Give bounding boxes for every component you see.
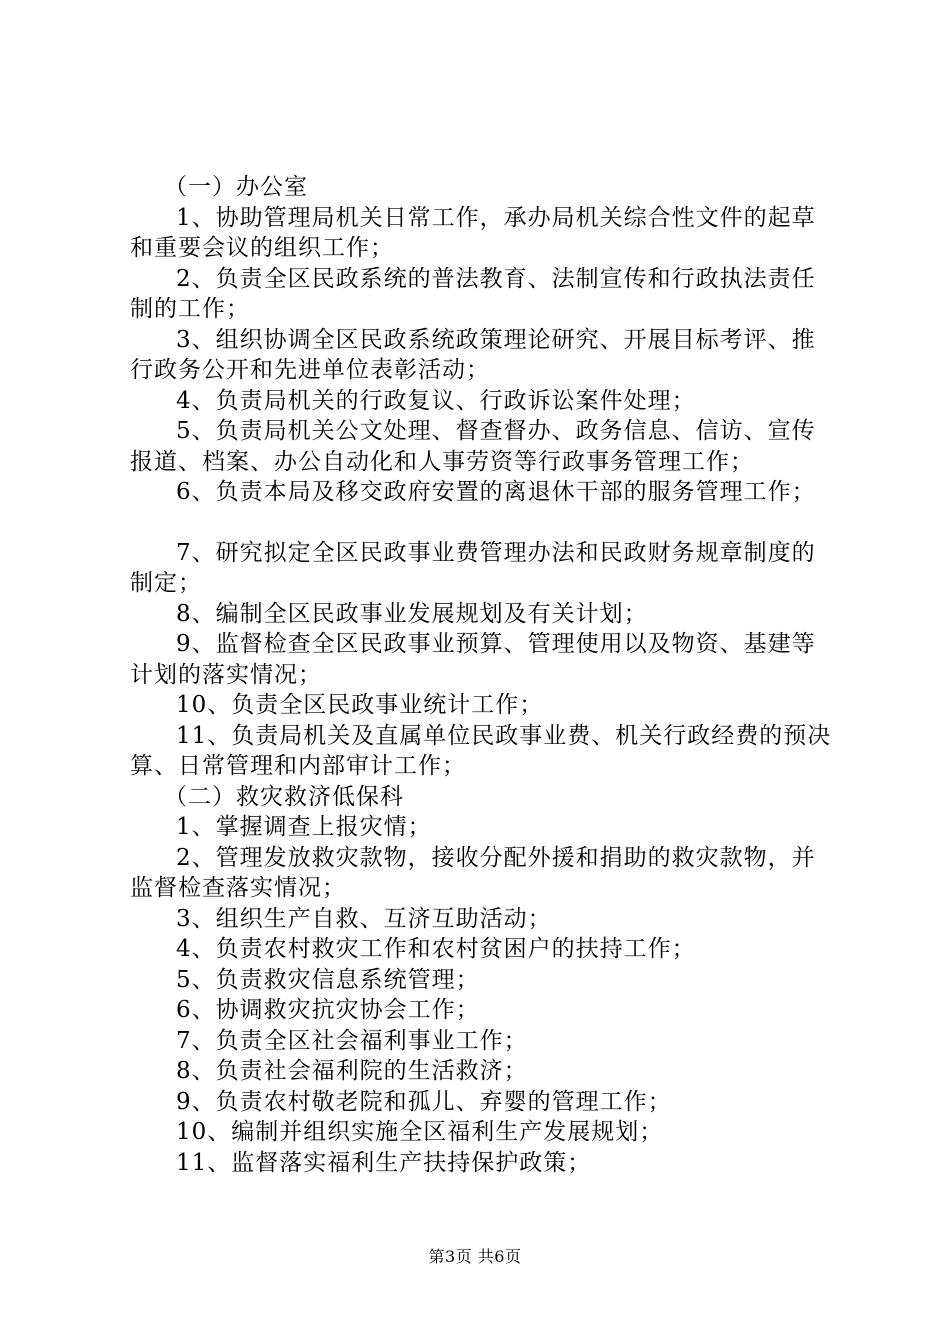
list-item: 11、负责局机关及直属单位民政事业费、机关行政经费的预决算、日常管理和内部审计工作； <box>130 722 832 779</box>
list-item: 6、协调救灾抗灾协会工作； <box>176 997 480 1023</box>
list-item: 8、负责社会福利院的生活救济； <box>176 1058 528 1084</box>
section-heading: （二）救灾救济低保科 <box>164 783 404 810</box>
list-item: 9、负责农村敬老院和孤儿、弃婴的管理工作； <box>176 1088 672 1115</box>
list-item: 2、负责全区民政系统的普法教育、法制宣传和行政执法责任制的工作； <box>130 265 816 322</box>
list-item: 7、研究拟定全区民政事业费管理办法和民政财务规章制度的制定； <box>130 539 816 596</box>
list-item: 2、管理发放救灾款物，接收分配外援和捐助的救灾款物，并监督检查落实情况； <box>130 844 816 901</box>
section-heading: （一）办公室 <box>164 174 308 200</box>
list-item: 4、负责局机关的行政复议、行政诉讼案件处理； <box>176 387 696 414</box>
list-item: 1、协助管理局机关日常工作，承办局机关综合性文件的起草和重要会议的组织工作； <box>130 204 816 261</box>
list-item: 7、负责全区社会福利事业工作； <box>176 1027 528 1054</box>
list-item: 10、编制并组织实施全区福利生产发展规划； <box>176 1119 664 1145</box>
list-item: 5、负责救灾信息系统管理； <box>176 966 480 993</box>
list-item: 11、监督落实福利生产扶持保护政策； <box>176 1149 592 1176</box>
list-item: 5、负责局机关公文处理、督查督办、政务信息、信访、宣传报道、档案、办公自动化和人事劳资等行政事务管理工作； <box>130 418 816 475</box>
list-item: 10、负责全区民政事业统计工作； <box>176 692 544 718</box>
list-item: 8、编制全区民政事业发展规划及有关计划； <box>176 600 648 627</box>
list-item: 1、掌握调查上报灾情； <box>176 814 432 840</box>
paragraph-gap <box>130 508 835 538</box>
list-item: 3、组织生产自救、互济互助活动； <box>176 905 552 932</box>
page-number-footer: 第3页 共6页 <box>428 1247 522 1266</box>
list-item: 3、组织协调全区民政系统政策理论研究、开展目标考评、推行政务公开和先进单位表彰活动； <box>130 326 816 383</box>
list-item: 6、负责本局及移交政府安置的离退休干部的服务管理工作； <box>176 479 816 505</box>
list-item: 4、负责农村救灾工作和农村贫困户的扶持工作； <box>176 936 696 962</box>
list-item: 9、监督检查全区民政事业预算、管理使用以及物资、基建等计划的落实情况； <box>130 631 816 688</box>
document-body <box>130 172 835 1178</box>
